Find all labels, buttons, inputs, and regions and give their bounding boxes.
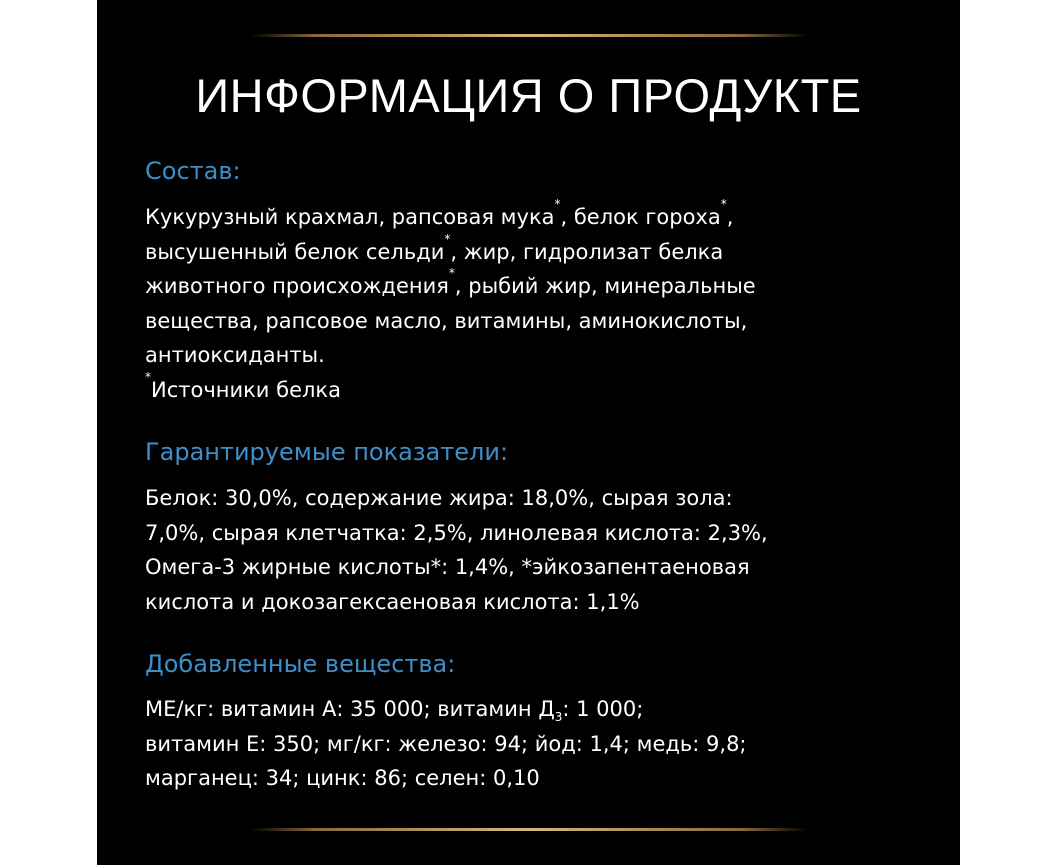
product-info-panel	[97, 0, 960, 865]
guaranteed-line: Белок: 30,0%, содержание жира: 18,0%, сырая зола:	[145, 486, 733, 510]
composition-line: вещества, рапсовое масло, витамины, аминокислоты,	[145, 308, 748, 333]
top-gold-divider	[249, 34, 808, 37]
composition-line: животного происхождения*, рыбий жир, минеральные	[145, 266, 756, 298]
page-title: ИНФОРМАЦИЯ О ПРОДУКТЕ	[195, 69, 862, 122]
composition-text	[145, 197, 945, 407]
composition-line: высушенный белок сельди*, жир, гидролизат белка	[145, 231, 724, 264]
guaranteed-line: кислота и докозагексаеновая кислота: 1,1%	[145, 589, 640, 614]
additives-heading: Добавленные вещества:	[145, 650, 456, 678]
composition-line: антиоксиданты.	[145, 343, 325, 367]
guaranteed-values-heading: Гарантируемые показатели:	[145, 438, 509, 466]
guaranteed-line: Омега-3 жирные кислоты*: 1,4%, *эйкозапентаеновая	[145, 555, 750, 579]
protein-sources-footnote: *Источники белка	[145, 369, 341, 402]
additives-line: витамин Е: 350; мг/кг: железо: 94; йод: 1,4; медь: 9,8;	[145, 731, 747, 756]
additives-text	[145, 692, 945, 796]
guaranteed-line: 7,0%, сырая клетчатка: 2,5%, линолевая кислота: 2,3%,	[145, 520, 768, 545]
composition-heading: Состав:	[145, 157, 241, 185]
additives-line: марганец: 34; цинк: 86; селен: 0,10	[145, 766, 540, 790]
composition-line: Кукурузный крахмал, рапсовая мука*, белок гороха*,	[145, 197, 734, 229]
bottom-gold-divider	[249, 828, 808, 831]
guaranteed-values-text	[145, 481, 945, 619]
additives-line: МЕ/кг: витамин А: 35 000; витамин $Д_3$: 1 000;	[145, 697, 644, 724]
